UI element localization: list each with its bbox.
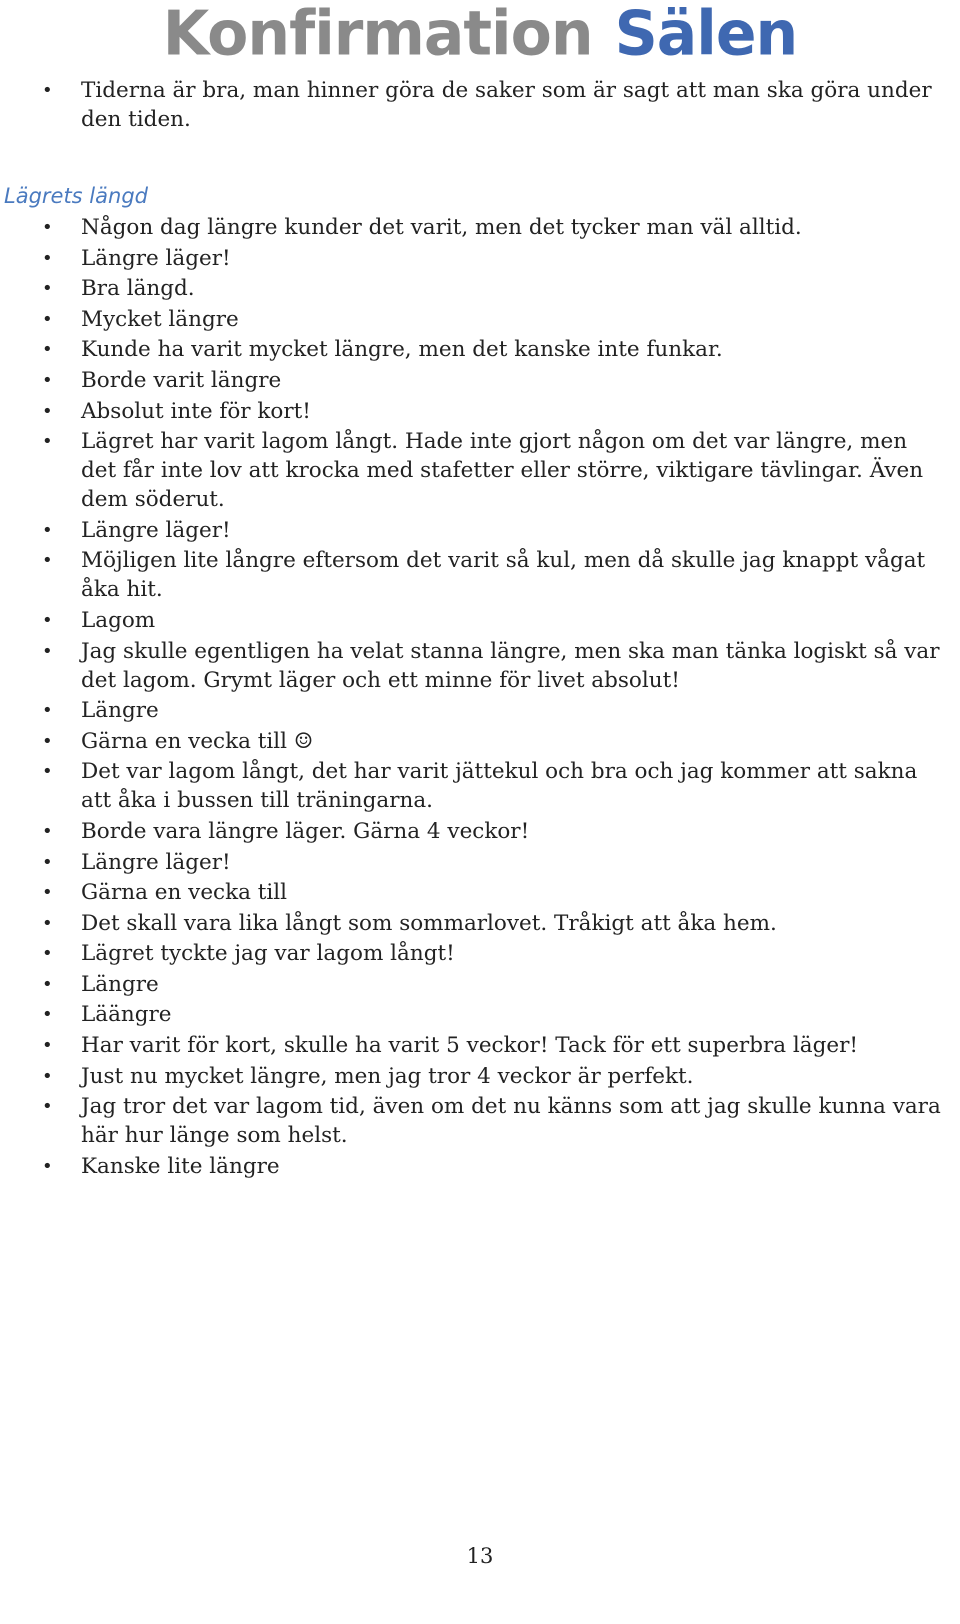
list-item-text: Borde vara längre läger. Gärna 4 veckor!	[81, 818, 530, 844]
section-bullet-list	[0, 213, 960, 1181]
bullet-icon: •	[42, 730, 53, 752]
top-bullet-list	[0, 76, 960, 134]
list-item	[0, 244, 960, 273]
bullet-icon: •	[42, 308, 53, 330]
bullet-icon: •	[42, 943, 53, 965]
konfirmation-salen-logo	[0, 0, 960, 72]
bullet-icon: •	[42, 851, 53, 873]
bullet-icon: •	[42, 80, 53, 101]
list-item	[0, 696, 960, 725]
bullet-icon: •	[42, 339, 53, 361]
list-item	[0, 1031, 960, 1060]
bullet-icon: •	[42, 973, 53, 995]
list-item	[0, 274, 960, 303]
bullet-icon: •	[42, 1035, 53, 1057]
list-item-text: Borde varit längre	[81, 367, 282, 393]
list-item-text: Lägret tyckte jag var lagom långt!	[81, 941, 455, 967]
list-item	[0, 397, 960, 426]
bullet-icon: •	[42, 820, 53, 842]
bullet-icon: •	[42, 1004, 53, 1026]
list-item	[0, 970, 960, 999]
bullet-icon: •	[42, 431, 53, 453]
section-heading: Lägrets längd	[4, 184, 148, 208]
list-item-text: Absolut inte för kort!	[81, 398, 311, 424]
list-item-text: Längre läger!	[81, 245, 231, 271]
list-item-text: Lägret har varit lagom långt. Hade inte gjort någon om det var längre, men det får inte lov att krocka med stafetter eller större, viktigare tävlingar. Även dem söderut.	[81, 429, 924, 513]
list-item	[0, 939, 960, 968]
list-item-text: Längre läger!	[81, 849, 231, 875]
list-item-text: Gärna en vecka till ☺	[81, 728, 314, 754]
list-item	[0, 909, 960, 938]
list-item	[0, 213, 960, 242]
list-item	[0, 335, 960, 364]
bullet-icon: •	[42, 640, 53, 662]
list-item	[0, 546, 960, 604]
list-item-text: Lagom	[81, 607, 156, 633]
list-item-text: Kunde ha varit mycket längre, men det kanske inte funkar.	[81, 337, 723, 363]
list-item-text: Kanske lite längre	[81, 1153, 280, 1179]
list-item-text: Läängre	[81, 1002, 172, 1028]
list-item	[0, 1152, 960, 1181]
page-number: 13	[466, 1544, 494, 1568]
list-item	[0, 1000, 960, 1029]
bullet-icon: •	[42, 369, 53, 391]
list-item	[0, 637, 960, 695]
list-item-text: Längre läger!	[81, 517, 231, 543]
bullet-icon: •	[42, 550, 53, 572]
list-item-text: Det skall vara lika långt som sommarlovet. Tråkigt att åka hem.	[81, 910, 777, 936]
list-item	[0, 366, 960, 395]
list-item-text: Jag skulle egentligen ha velat stanna längre, men ska man tänka logiskt så var det lagom. Grymt läger och ett minne för livet absolut!	[81, 638, 940, 693]
bullet-icon: •	[42, 217, 53, 238]
list-item-text: Just nu mycket längre, men jag tror 4 veckor är perfekt.	[81, 1063, 694, 1089]
list-item-text: Bra längd.	[81, 276, 195, 302]
bullet-icon: •	[42, 519, 53, 541]
logo-word-salen: Sälen	[614, 0, 798, 70]
list-item	[0, 727, 960, 756]
list-item	[0, 878, 960, 907]
list-item-text: Mycket längre	[81, 306, 239, 332]
bullet-icon: •	[42, 1065, 53, 1087]
list-item	[0, 1062, 960, 1091]
list-item	[0, 606, 960, 635]
list-item	[0, 757, 960, 815]
bullet-icon: •	[42, 761, 53, 783]
list-item-text: Gärna en vecka till	[81, 880, 288, 906]
bullet-icon: •	[42, 1096, 53, 1118]
bullet-icon: •	[42, 912, 53, 934]
list-item	[0, 305, 960, 334]
list-item	[0, 1092, 960, 1150]
bullet-icon: •	[42, 278, 53, 300]
logo-word-konfirmation: Konfirmation	[162, 0, 593, 70]
bullet-icon: •	[42, 700, 53, 722]
bullet-icon: •	[42, 609, 53, 631]
document-body	[0, 76, 960, 1182]
bullet-icon: •	[42, 1155, 53, 1177]
list-item-text: Det var lagom långt, det har varit jättekul och bra och jag kommer att sakna att åka i bussen till träningarna.	[81, 759, 918, 814]
list-item-text: Längre	[81, 971, 159, 997]
bullet-icon: •	[42, 400, 53, 422]
bullet-icon: •	[42, 882, 53, 904]
list-item	[0, 817, 960, 846]
list-item-text: Jag tror det var lagom tid, även om det nu känns som att jag skulle kunna vara här hur länge som helst.	[81, 1094, 941, 1149]
list-item	[0, 848, 960, 877]
list-item-text: Har varit för kort, skulle ha varit 5 veckor! Tack för ett superbra läger!	[81, 1033, 858, 1059]
list-item	[0, 427, 960, 514]
list-item	[0, 516, 960, 545]
list-item	[0, 76, 960, 134]
list-item-text: Någon dag längre kunder det varit, men det tycker man väl alltid.	[81, 215, 802, 240]
list-item-text: Längre	[81, 698, 159, 724]
bullet-icon: •	[42, 247, 53, 269]
list-item-text: Möjligen lite långre eftersom det varit så kul, men då skulle jag knappt vågat åka hit.	[81, 548, 926, 603]
list-item-text: Tiderna är bra, man hinner göra de saker som är sagt att man ska göra under den tiden.	[81, 78, 932, 132]
